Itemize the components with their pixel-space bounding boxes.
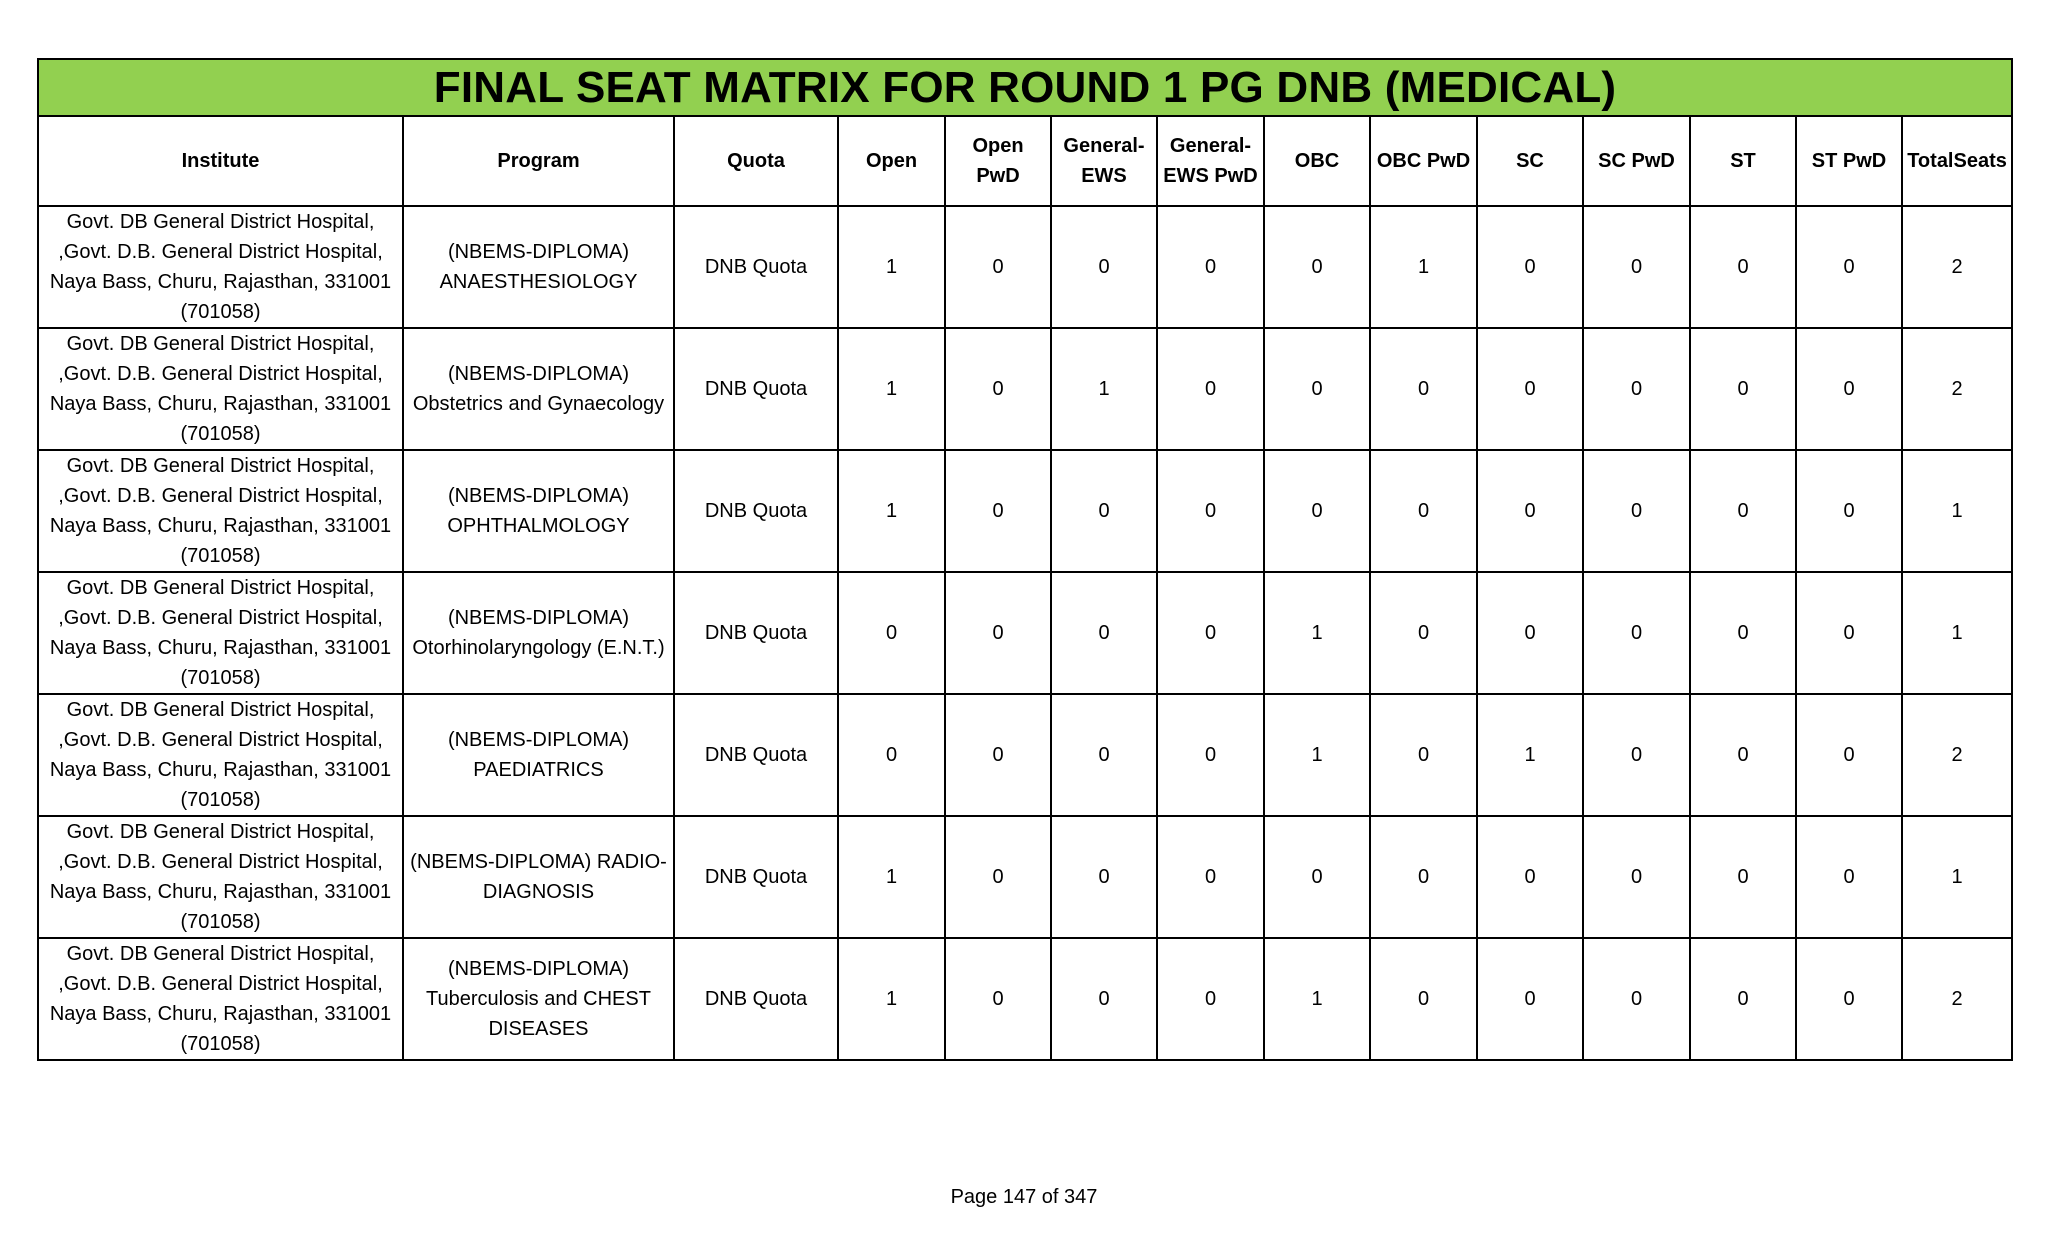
column-header: OBC PwD	[1370, 116, 1477, 206]
column-header: OBC	[1264, 116, 1370, 206]
st-cell: 0	[1690, 328, 1796, 450]
column-header: Program	[403, 116, 674, 206]
table-row	[38, 206, 2012, 328]
quota-cell: DNB Quota	[674, 694, 838, 816]
obc-cell: 0	[1264, 206, 1370, 328]
open-cell: 0	[838, 694, 945, 816]
page-title: FINAL SEAT MATRIX FOR ROUND 1 PG DNB (MEDICAL)	[38, 59, 2012, 116]
sc-pwd-cell: 0	[1583, 694, 1690, 816]
open-pwd-cell: 0	[945, 938, 1051, 1060]
program-cell: (NBEMS-DIPLOMA) RADIO-DIAGNOSIS	[403, 816, 674, 938]
sc-pwd-cell: 0	[1583, 328, 1690, 450]
quota-cell: DNB Quota	[674, 206, 838, 328]
general-ews-cell: 1	[1051, 328, 1157, 450]
open-cell: 1	[838, 450, 945, 572]
open-pwd-cell: 0	[945, 816, 1051, 938]
st-pwd-cell: 0	[1796, 328, 1902, 450]
column-header: ST PwD	[1796, 116, 1902, 206]
institute-cell: Govt. DB General District Hospital, ,Govt. D.B. General District Hospital, Naya Bass, Churu, Rajasthan, 331001 (701058)	[38, 572, 403, 694]
sc-cell: 0	[1477, 328, 1583, 450]
st-pwd-cell: 0	[1796, 572, 1902, 694]
obc-pwd-cell: 0	[1370, 938, 1477, 1060]
st-pwd-cell: 0	[1796, 816, 1902, 938]
general-ews-cell: 0	[1051, 206, 1157, 328]
table-row	[38, 938, 2012, 1060]
table-body	[38, 206, 2012, 1060]
sc-pwd-cell: 0	[1583, 816, 1690, 938]
total-seats-cell: 1	[1902, 572, 2012, 694]
total-seats-cell: 2	[1902, 694, 2012, 816]
sc-pwd-cell: 0	[1583, 206, 1690, 328]
sc-cell: 0	[1477, 938, 1583, 1060]
open-pwd-cell: 0	[945, 450, 1051, 572]
open-cell: 1	[838, 938, 945, 1060]
obc-cell: 0	[1264, 328, 1370, 450]
open-pwd-cell: 0	[945, 206, 1051, 328]
institute-cell: Govt. DB General District Hospital, ,Govt. D.B. General District Hospital, Naya Bass, Churu, Rajasthan, 331001 (701058)	[38, 694, 403, 816]
open-pwd-cell: 0	[945, 328, 1051, 450]
total-seats-cell: 2	[1902, 206, 2012, 328]
general-ews-pwd-cell: 0	[1157, 572, 1264, 694]
st-cell: 0	[1690, 938, 1796, 1060]
column-header: General-EWS PwD	[1157, 116, 1264, 206]
st-cell: 0	[1690, 816, 1796, 938]
page-number: Page 147 of 347	[950, 1186, 1098, 1208]
st-cell: 0	[1690, 694, 1796, 816]
quota-cell: DNB Quota	[674, 328, 838, 450]
general-ews-cell: 0	[1051, 938, 1157, 1060]
seat-matrix-table	[37, 58, 2013, 1061]
sc-pwd-cell: 0	[1583, 572, 1690, 694]
sc-cell: 0	[1477, 816, 1583, 938]
sc-pwd-cell: 0	[1583, 450, 1690, 572]
program-cell: (NBEMS-DIPLOMA) PAEDIATRICS	[403, 694, 674, 816]
st-cell: 0	[1690, 572, 1796, 694]
general-ews-pwd-cell: 0	[1157, 328, 1264, 450]
st-pwd-cell: 0	[1796, 206, 1902, 328]
program-cell: (NBEMS-DIPLOMA) Obstetrics and Gynaecology	[403, 328, 674, 450]
open-cell: 0	[838, 572, 945, 694]
obc-pwd-cell: 0	[1370, 450, 1477, 572]
obc-pwd-cell: 0	[1370, 328, 1477, 450]
institute-cell: Govt. DB General District Hospital, ,Govt. D.B. General District Hospital, Naya Bass, Churu, Rajasthan, 331001 (701058)	[38, 816, 403, 938]
sc-cell: 0	[1477, 572, 1583, 694]
sc-cell: 1	[1477, 694, 1583, 816]
table-row	[38, 328, 2012, 450]
institute-cell: Govt. DB General District Hospital, ,Govt. D.B. General District Hospital, Naya Bass, Churu, Rajasthan, 331001 (701058)	[38, 206, 403, 328]
sc-pwd-cell: 0	[1583, 938, 1690, 1060]
column-header: TotalSeats	[1902, 116, 2012, 206]
seat-matrix-sheet	[37, 58, 2011, 1061]
general-ews-cell: 0	[1051, 450, 1157, 572]
open-pwd-cell: 0	[945, 694, 1051, 816]
open-pwd-cell: 0	[945, 572, 1051, 694]
institute-cell: Govt. DB General District Hospital, ,Govt. D.B. General District Hospital, Naya Bass, Churu, Rajasthan, 331001 (701058)	[38, 450, 403, 572]
quota-cell: DNB Quota	[674, 938, 838, 1060]
column-header: Institute	[38, 116, 403, 206]
quota-cell: DNB Quota	[674, 816, 838, 938]
total-seats-cell: 1	[1902, 816, 2012, 938]
total-seats-cell: 2	[1902, 328, 2012, 450]
column-header: ST	[1690, 116, 1796, 206]
general-ews-cell: 0	[1051, 816, 1157, 938]
obc-pwd-cell: 0	[1370, 572, 1477, 694]
st-cell: 0	[1690, 450, 1796, 572]
program-cell: (NBEMS-DIPLOMA) OPHTHALMOLOGY	[403, 450, 674, 572]
obc-cell: 0	[1264, 816, 1370, 938]
total-seats-cell: 2	[1902, 938, 2012, 1060]
column-header: SC	[1477, 116, 1583, 206]
st-pwd-cell: 0	[1796, 694, 1902, 816]
program-cell: (NBEMS-DIPLOMA) ANAESTHESIOLOGY	[403, 206, 674, 328]
program-cell: (NBEMS-DIPLOMA) Tuberculosis and CHEST DISEASES	[403, 938, 674, 1060]
quota-cell: DNB Quota	[674, 450, 838, 572]
quota-cell: DNB Quota	[674, 572, 838, 694]
table-row	[38, 572, 2012, 694]
general-ews-pwd-cell: 0	[1157, 450, 1264, 572]
general-ews-pwd-cell: 0	[1157, 816, 1264, 938]
general-ews-pwd-cell: 0	[1157, 938, 1264, 1060]
obc-cell: 0	[1264, 450, 1370, 572]
total-seats-cell: 1	[1902, 450, 2012, 572]
institute-cell: Govt. DB General District Hospital, ,Govt. D.B. General District Hospital, Naya Bass, Churu, Rajasthan, 331001 (701058)	[38, 328, 403, 450]
open-cell: 1	[838, 328, 945, 450]
header-row	[38, 116, 2012, 206]
general-ews-pwd-cell: 0	[1157, 694, 1264, 816]
open-cell: 1	[838, 206, 945, 328]
sc-cell: 0	[1477, 450, 1583, 572]
obc-pwd-cell: 0	[1370, 694, 1477, 816]
column-header: Quota	[674, 116, 838, 206]
obc-pwd-cell: 1	[1370, 206, 1477, 328]
institute-cell: Govt. DB General District Hospital, ,Govt. D.B. General District Hospital, Naya Bass, Churu, Rajasthan, 331001 (701058)	[38, 938, 403, 1060]
table-row	[38, 450, 2012, 572]
obc-cell: 1	[1264, 694, 1370, 816]
table-row	[38, 694, 2012, 816]
obc-pwd-cell: 0	[1370, 816, 1477, 938]
column-header: SC PwD	[1583, 116, 1690, 206]
obc-cell: 1	[1264, 572, 1370, 694]
general-ews-cell: 0	[1051, 694, 1157, 816]
sc-cell: 0	[1477, 206, 1583, 328]
st-pwd-cell: 0	[1796, 450, 1902, 572]
column-header: Open	[838, 116, 945, 206]
program-cell: (NBEMS-DIPLOMA) Otorhinolaryngology (E.N.T.)	[403, 572, 674, 694]
general-ews-cell: 0	[1051, 572, 1157, 694]
open-cell: 1	[838, 816, 945, 938]
column-header: General-EWS	[1051, 116, 1157, 206]
obc-cell: 1	[1264, 938, 1370, 1060]
st-cell: 0	[1690, 206, 1796, 328]
general-ews-pwd-cell: 0	[1157, 206, 1264, 328]
st-pwd-cell: 0	[1796, 938, 1902, 1060]
table-row	[38, 816, 2012, 938]
column-header: Open PwD	[945, 116, 1051, 206]
